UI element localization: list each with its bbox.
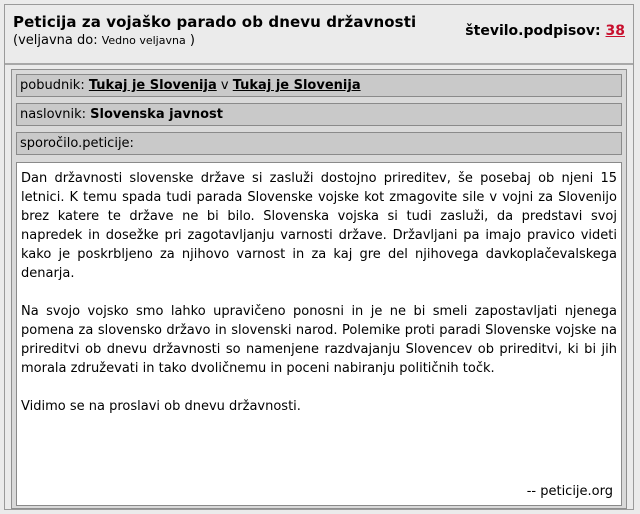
signature-count bbox=[465, 23, 625, 39]
validity-suffix: ) bbox=[189, 33, 195, 48]
initiator-row bbox=[16, 74, 622, 97]
message-paragraph: Vidimo se na proslavi ob dnevu državnosti. bbox=[21, 399, 301, 414]
initiator-label: pobudnik: bbox=[20, 78, 85, 93]
initiator-in: v bbox=[220, 78, 229, 93]
message-label-row bbox=[16, 132, 622, 155]
petition-body bbox=[11, 69, 627, 509]
initiator-org-link[interactable]: Tukaj je Slovenija bbox=[232, 78, 361, 93]
validity-line bbox=[13, 33, 195, 48]
recipient-value: Slovenska javnost bbox=[90, 107, 223, 122]
recipient-label: naslovnik: bbox=[20, 107, 86, 122]
initiator-link[interactable]: Tukaj je Slovenija bbox=[88, 78, 217, 93]
message-paragraph: Na svojo vojsko smo lahko upravičeno ponosni in je ne bi smeli zapostavljati njenega pomena za slovensko državo in slovenski narod. Polemike proti paradi Slovenske vojske na prireditvi ob dnevu državnosti so namenjene razdvajanju Slovencev ob prireditvi, ki bi jih morala združevati in tako dvoličnemu in poceni nabiranju političnih točk. bbox=[21, 304, 617, 376]
header-divider bbox=[5, 63, 633, 65]
petition-frame bbox=[4, 4, 634, 510]
message-box bbox=[16, 162, 622, 506]
message-paragraph: Dan državnosti slovenske države si zasluži dostojno prireditev, še posebaj ob njeni 15 letnici. K temu spada tudi parada Slovenske vojske kot zmagovite sile v vojni za Slovenijo brez katere te države ne bi bilo. Slovenska vojska si tudi zasluži, da predstavi svoj napredek in dosežke pri zagotavljanju varnosti države. Državljani pa imajo pravico videti kako je poskrbljeno za njihovo varnost in za kaj gre del njihovega davkoplačevalskega denarja. bbox=[21, 171, 617, 281]
signature-count-label: število.podpisov: bbox=[465, 23, 601, 39]
message-label: sporočilo.peticije: bbox=[20, 136, 134, 151]
site-signature: -- peticije.org bbox=[526, 484, 613, 499]
validity-value: Vedno veljavna bbox=[101, 34, 186, 47]
recipient-row bbox=[16, 103, 622, 126]
petition-title: Peticija za vojaško parado ob dnevu državnosti bbox=[13, 13, 417, 31]
petition-header bbox=[5, 5, 633, 61]
signature-count-link[interactable]: 38 bbox=[605, 23, 625, 39]
validity-prefix: (veljavna do: bbox=[13, 33, 98, 48]
